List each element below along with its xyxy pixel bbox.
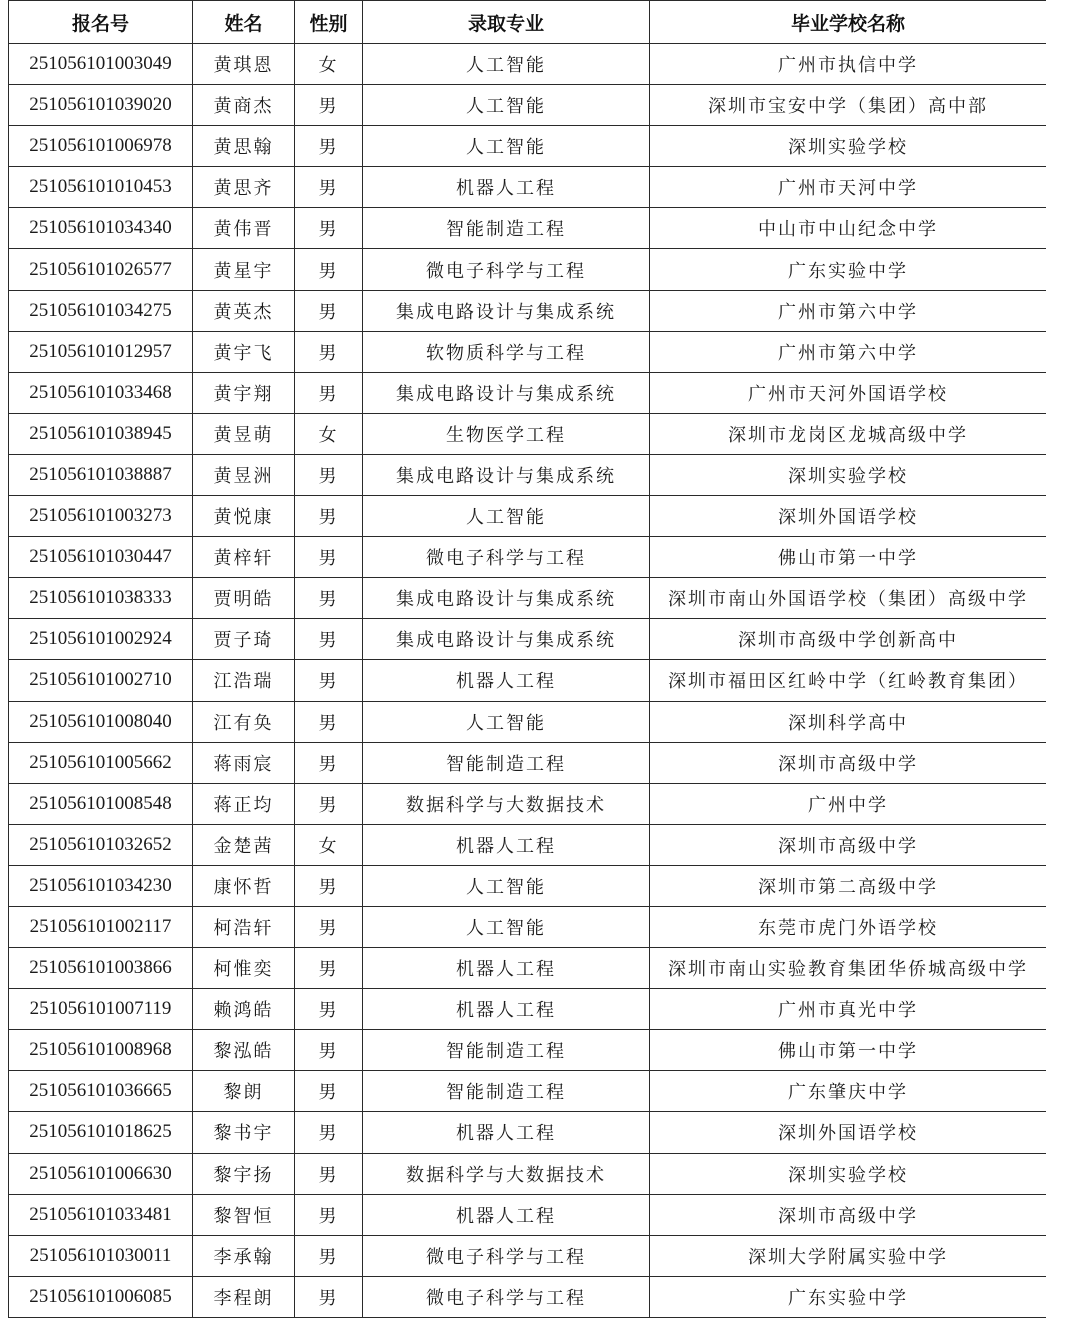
table-row	[9, 1276, 1047, 1317]
cell-registration-number: 251056101034230	[9, 865, 193, 906]
cell-gender: 男	[295, 948, 363, 989]
table-row	[9, 1112, 1047, 1153]
cell-gender: 男	[295, 85, 363, 126]
cell-name: 李承翰	[193, 1235, 295, 1276]
cell-gender: 女	[295, 824, 363, 865]
cell-school: 深圳外国语学校	[650, 1112, 1047, 1153]
table-row	[9, 167, 1047, 208]
cell-name: 黄宇翔	[193, 372, 295, 413]
cell-registration-number: 251056101038887	[9, 454, 193, 495]
cell-gender: 男	[295, 331, 363, 372]
cell-major: 微电子科学与工程	[363, 1276, 650, 1317]
cell-name: 黄思齐	[193, 167, 295, 208]
table-row	[9, 824, 1047, 865]
cell-registration-number: 251056101007119	[9, 989, 193, 1030]
cell-name: 黄悦康	[193, 496, 295, 537]
cell-major: 集成电路设计与集成系统	[363, 619, 650, 660]
cell-major: 智能制造工程	[363, 208, 650, 249]
cell-name: 黎朗	[193, 1071, 295, 1112]
cell-name: 黄商杰	[193, 85, 295, 126]
cell-registration-number: 251056101002924	[9, 619, 193, 660]
cell-registration-number: 251056101036665	[9, 1071, 193, 1112]
cell-major: 集成电路设计与集成系统	[363, 454, 650, 495]
table-row	[9, 372, 1047, 413]
cell-school: 深圳市南山外国语学校（集团）高级中学	[650, 578, 1047, 619]
table-row	[9, 44, 1047, 85]
table-row	[9, 537, 1047, 578]
admission-list-sheet	[8, 0, 1046, 1338]
cell-gender: 男	[295, 1071, 363, 1112]
cell-name: 李程朗	[193, 1276, 295, 1317]
cell-gender: 男	[295, 1235, 363, 1276]
cell-gender: 男	[295, 578, 363, 619]
cell-name: 黄昱洲	[193, 454, 295, 495]
table-row	[9, 413, 1047, 454]
header-gender: 性别	[295, 1, 363, 44]
cell-major: 集成电路设计与集成系统	[363, 372, 650, 413]
cell-registration-number: 251056101003273	[9, 496, 193, 537]
cell-registration-number: 251056101039020	[9, 85, 193, 126]
cell-gender: 男	[295, 1276, 363, 1317]
header-major: 录取专业	[363, 1, 650, 44]
cell-name: 黎智恒	[193, 1194, 295, 1235]
table-row	[9, 1194, 1047, 1235]
cell-gender: 男	[295, 496, 363, 537]
table-row	[9, 331, 1047, 372]
cell-name: 金楚茜	[193, 824, 295, 865]
cell-school: 广东实验中学	[650, 249, 1047, 290]
cell-school: 深圳科学高中	[650, 701, 1047, 742]
header-school: 毕业学校名称	[650, 1, 1047, 44]
cell-major: 机器人工程	[363, 989, 650, 1030]
cell-gender: 男	[295, 1030, 363, 1071]
cell-registration-number: 251056101005662	[9, 742, 193, 783]
cell-registration-number: 251056101008968	[9, 1030, 193, 1071]
table-row	[9, 948, 1047, 989]
table-row	[9, 290, 1047, 331]
cell-major: 机器人工程	[363, 824, 650, 865]
cell-gender: 男	[295, 783, 363, 824]
cell-name: 黄梓轩	[193, 537, 295, 578]
table-row	[9, 85, 1047, 126]
cell-gender: 男	[295, 865, 363, 906]
cell-name: 贾明皓	[193, 578, 295, 619]
cell-major: 软物质科学与工程	[363, 331, 650, 372]
cell-registration-number: 251056101003866	[9, 948, 193, 989]
cell-registration-number: 251056101012957	[9, 331, 193, 372]
cell-gender: 男	[295, 537, 363, 578]
cell-name: 江浩瑞	[193, 660, 295, 701]
cell-gender: 男	[295, 906, 363, 947]
table-row	[9, 454, 1047, 495]
cell-name: 黄英杰	[193, 290, 295, 331]
cell-school: 深圳实验学校	[650, 1153, 1047, 1194]
cell-registration-number: 251056101010453	[9, 167, 193, 208]
cell-gender: 男	[295, 701, 363, 742]
table-row	[9, 742, 1047, 783]
cell-major: 智能制造工程	[363, 742, 650, 783]
table-row	[9, 208, 1047, 249]
cell-gender: 男	[295, 167, 363, 208]
cell-school: 广东肇庆中学	[650, 1071, 1047, 1112]
cell-name: 蒋雨宸	[193, 742, 295, 783]
cell-registration-number: 251056101034340	[9, 208, 193, 249]
cell-major: 集成电路设计与集成系统	[363, 578, 650, 619]
cell-major: 生物医学工程	[363, 413, 650, 454]
cell-school: 广州市天河外国语学校	[650, 372, 1047, 413]
cell-major: 人工智能	[363, 44, 650, 85]
table-row	[9, 1071, 1047, 1112]
cell-gender: 男	[295, 454, 363, 495]
cell-gender: 男	[295, 1194, 363, 1235]
cell-name: 贾子琦	[193, 619, 295, 660]
cell-name: 黄星宇	[193, 249, 295, 290]
cell-registration-number: 251056101006085	[9, 1276, 193, 1317]
cell-school: 深圳外国语学校	[650, 496, 1047, 537]
cell-gender: 男	[295, 249, 363, 290]
cell-school: 深圳市高级中学	[650, 742, 1047, 783]
cell-name: 赖鸿皓	[193, 989, 295, 1030]
table-body	[9, 44, 1047, 1318]
table-row	[9, 619, 1047, 660]
cell-registration-number: 251056101008548	[9, 783, 193, 824]
cell-registration-number: 251056101034275	[9, 290, 193, 331]
cell-gender: 男	[295, 372, 363, 413]
cell-name: 黎书宇	[193, 1112, 295, 1153]
cell-gender: 男	[295, 619, 363, 660]
cell-school: 深圳市高级中学	[650, 1194, 1047, 1235]
table-row	[9, 783, 1047, 824]
cell-major: 微电子科学与工程	[363, 1235, 650, 1276]
table-row	[9, 578, 1047, 619]
cell-name: 柯浩轩	[193, 906, 295, 947]
cell-school: 广州市第六中学	[650, 290, 1047, 331]
cell-school: 深圳市高级中学创新高中	[650, 619, 1047, 660]
cell-name: 柯惟奕	[193, 948, 295, 989]
cell-major: 机器人工程	[363, 1112, 650, 1153]
cell-major: 智能制造工程	[363, 1071, 650, 1112]
cell-major: 机器人工程	[363, 167, 650, 208]
cell-name: 康怀哲	[193, 865, 295, 906]
header-name: 姓名	[193, 1, 295, 44]
cell-school: 广州市执信中学	[650, 44, 1047, 85]
table-header-row	[9, 1, 1047, 44]
cell-major: 数据科学与大数据技术	[363, 1153, 650, 1194]
table-row	[9, 249, 1047, 290]
cell-name: 黎泓皓	[193, 1030, 295, 1071]
cell-school: 佛山市第一中学	[650, 1030, 1047, 1071]
cell-major: 人工智能	[363, 496, 650, 537]
cell-gender: 男	[295, 742, 363, 783]
table-row	[9, 865, 1047, 906]
cell-major: 人工智能	[363, 126, 650, 167]
cell-school: 广东实验中学	[650, 1276, 1047, 1317]
cell-gender: 男	[295, 1153, 363, 1194]
cell-registration-number: 251056101030447	[9, 537, 193, 578]
cell-name: 蒋正均	[193, 783, 295, 824]
cell-school: 广州市第六中学	[650, 331, 1047, 372]
cell-registration-number: 251056101026577	[9, 249, 193, 290]
cell-registration-number: 251056101030011	[9, 1235, 193, 1276]
cell-school: 深圳市第二高级中学	[650, 865, 1047, 906]
cell-school: 深圳市高级中学	[650, 824, 1047, 865]
cell-gender: 女	[295, 44, 363, 85]
cell-major: 人工智能	[363, 865, 650, 906]
cell-school: 深圳实验学校	[650, 454, 1047, 495]
table-row	[9, 660, 1047, 701]
cell-school: 东莞市虎门外语学校	[650, 906, 1047, 947]
cell-gender: 男	[295, 126, 363, 167]
table-row	[9, 989, 1047, 1030]
table-row	[9, 906, 1047, 947]
cell-major: 机器人工程	[363, 948, 650, 989]
cell-registration-number: 251056101038333	[9, 578, 193, 619]
cell-name: 黄伟晋	[193, 208, 295, 249]
cell-major: 微电子科学与工程	[363, 537, 650, 578]
cell-school: 深圳大学附属实验中学	[650, 1235, 1047, 1276]
table-row	[9, 701, 1047, 742]
admission-table	[8, 0, 1046, 1318]
cell-registration-number: 251056101008040	[9, 701, 193, 742]
cell-school: 广州市真光中学	[650, 989, 1047, 1030]
cell-gender: 女	[295, 413, 363, 454]
cell-school: 佛山市第一中学	[650, 537, 1047, 578]
cell-name: 黄琪恩	[193, 44, 295, 85]
cell-registration-number: 251056101006978	[9, 126, 193, 167]
cell-school: 深圳市宝安中学（集团）高中部	[650, 85, 1047, 126]
cell-registration-number: 251056101002117	[9, 906, 193, 947]
cell-major: 人工智能	[363, 85, 650, 126]
cell-registration-number: 251056101033481	[9, 1194, 193, 1235]
cell-name: 黄思翰	[193, 126, 295, 167]
cell-school: 深圳市龙岗区龙城高级中学	[650, 413, 1047, 454]
cell-major: 数据科学与大数据技术	[363, 783, 650, 824]
cell-major: 人工智能	[363, 906, 650, 947]
cell-name: 黎宇扬	[193, 1153, 295, 1194]
cell-gender: 男	[295, 660, 363, 701]
header-registration-number: 报名号	[9, 1, 193, 44]
cell-gender: 男	[295, 989, 363, 1030]
cell-major: 机器人工程	[363, 1194, 650, 1235]
cell-gender: 男	[295, 290, 363, 331]
table-row	[9, 496, 1047, 537]
cell-registration-number: 251056101006630	[9, 1153, 193, 1194]
cell-school: 深圳市福田区红岭中学（红岭教育集团）	[650, 660, 1047, 701]
table-row	[9, 126, 1047, 167]
cell-registration-number: 251056101038945	[9, 413, 193, 454]
cell-school: 广州市天河中学	[650, 167, 1047, 208]
cell-name: 黄宇飞	[193, 331, 295, 372]
cell-major: 集成电路设计与集成系统	[363, 290, 650, 331]
cell-registration-number: 251056101033468	[9, 372, 193, 413]
cell-registration-number: 251056101018625	[9, 1112, 193, 1153]
cell-gender: 男	[295, 1112, 363, 1153]
cell-school: 深圳市南山实验教育集团华侨城高级中学	[650, 948, 1047, 989]
cell-gender: 男	[295, 208, 363, 249]
cell-major: 微电子科学与工程	[363, 249, 650, 290]
cell-registration-number: 251056101003049	[9, 44, 193, 85]
cell-major: 人工智能	[363, 701, 650, 742]
cell-major: 智能制造工程	[363, 1030, 650, 1071]
cell-school: 深圳实验学校	[650, 126, 1047, 167]
cell-registration-number: 251056101032652	[9, 824, 193, 865]
cell-name: 江有奂	[193, 701, 295, 742]
cell-school: 广州中学	[650, 783, 1047, 824]
table-row	[9, 1030, 1047, 1071]
cell-major: 机器人工程	[363, 660, 650, 701]
cell-school: 中山市中山纪念中学	[650, 208, 1047, 249]
table-row	[9, 1235, 1047, 1276]
cell-name: 黄昱萌	[193, 413, 295, 454]
cell-registration-number: 251056101002710	[9, 660, 193, 701]
table-row	[9, 1153, 1047, 1194]
